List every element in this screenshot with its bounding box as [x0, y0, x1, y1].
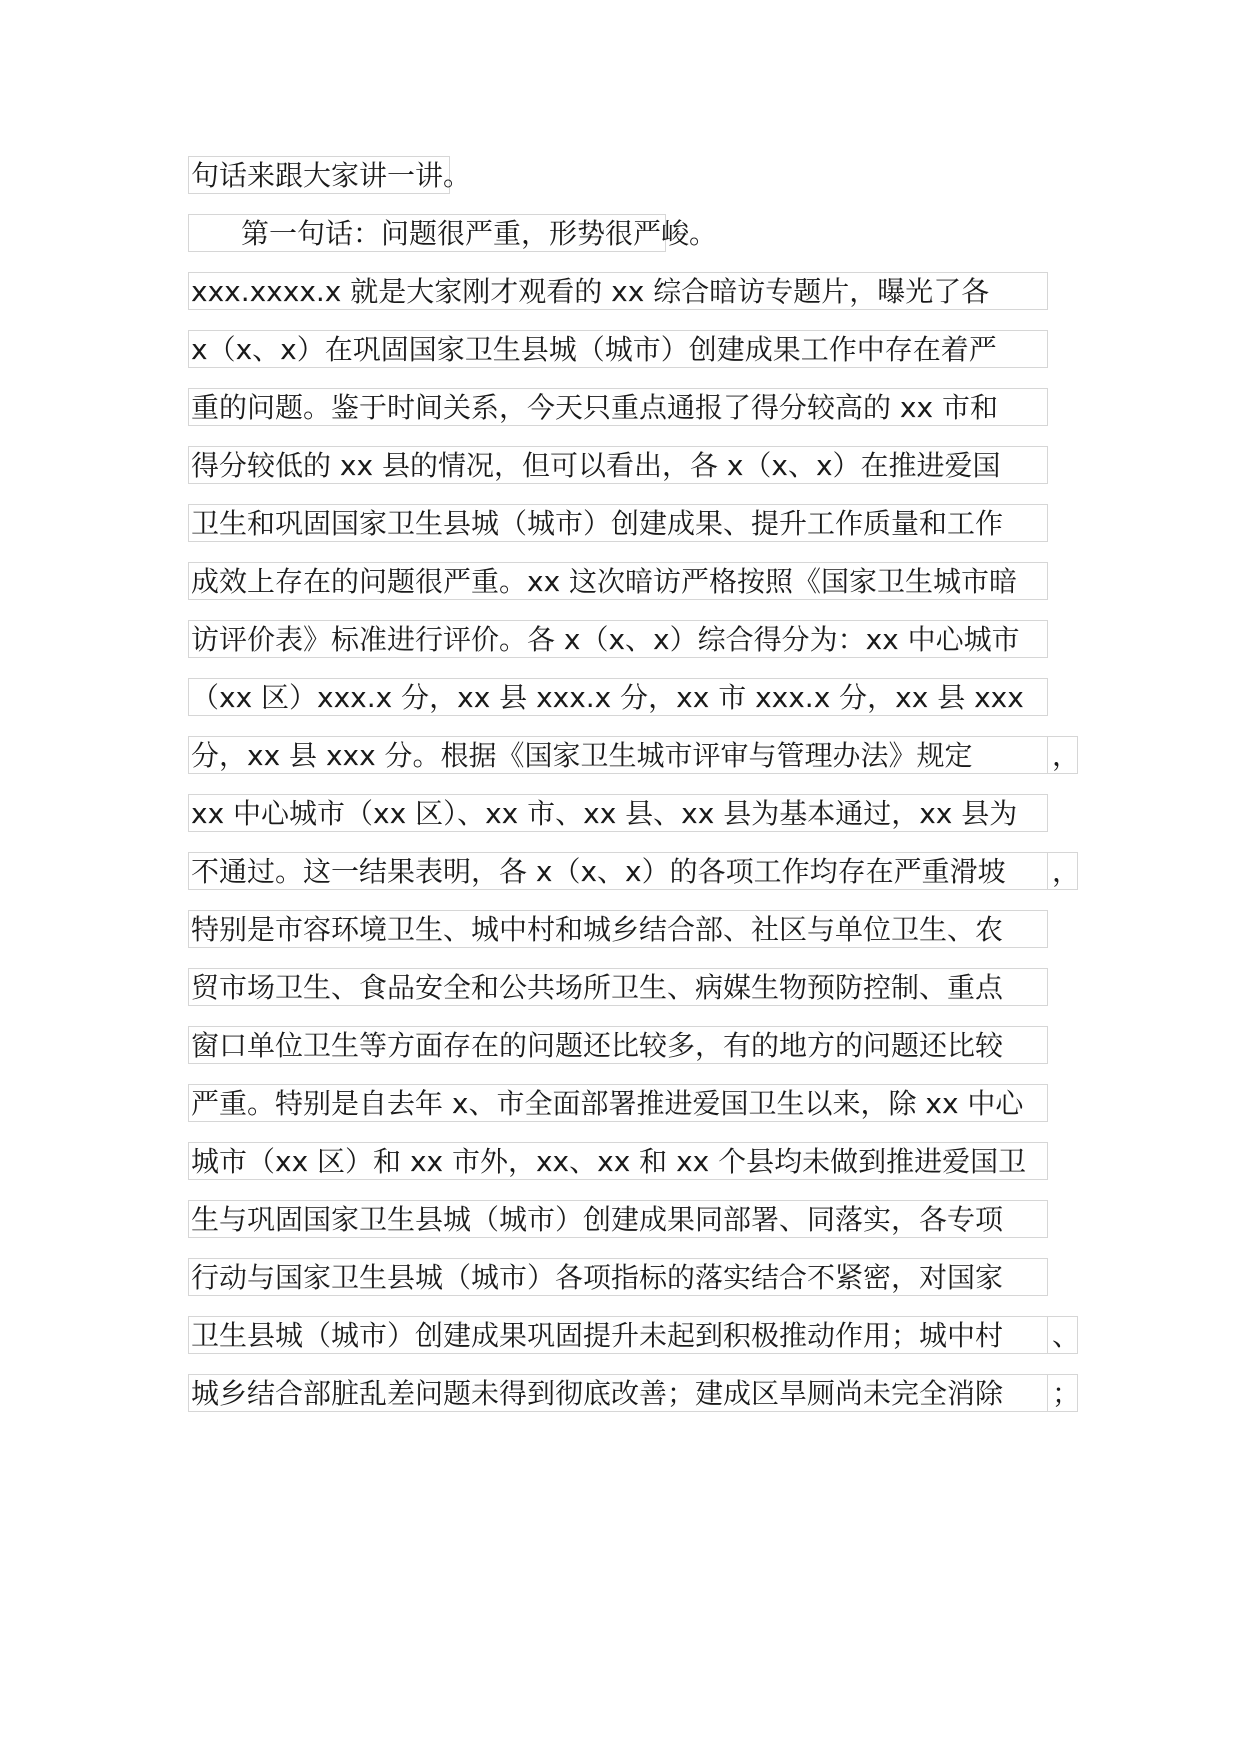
overflow-punctuation: ；	[1048, 1374, 1078, 1412]
text-line: 城乡结合部脏乱差问题未得到彻底改善；建成区旱厕尚未完全消除	[188, 1374, 1048, 1412]
text-line: 卫生县城（城市）创建成果巩固提升未起到积极推动作用；城中村	[188, 1316, 1048, 1354]
text-line: 句话来跟大家讲一讲。	[188, 156, 450, 194]
text-line: 贸市场卫生、食品安全和公共场所卫生、病媒生物预防控制、重点	[188, 968, 1048, 1006]
text-line: 重的问题。鉴于时间关系，今天只重点通报了得分较高的 xx 市和	[188, 388, 1048, 426]
text-line: 访评价表》标准进行评价。各 x（x、x）综合得分为：xx 中心城市	[188, 620, 1048, 658]
text-line: 成效上存在的问题很严重。xx 这次暗访严格按照《国家卫生城市暗	[188, 562, 1048, 600]
overflow-punctuation: ，	[1048, 852, 1078, 890]
text-line: 窗口单位卫生等方面存在的问题还比较多，有的地方的问题还比较	[188, 1026, 1048, 1064]
text-line: （xx 区）xxx.x 分，xx 县 xxx.x 分，xx 市 xxx.x 分，xx 县 xxx	[188, 678, 1048, 716]
text-line: x（x、x）在巩固国家卫生县城（城市）创建成果工作中存在着严	[188, 330, 1048, 368]
text-line: xx 中心城市（xx 区）、xx 市、xx 县、xx 县为基本通过，xx 县为	[188, 794, 1048, 832]
text-line: 得分较低的 xx 县的情况，但可以看出，各 x（x、x）在推进爱国	[188, 446, 1048, 484]
text-line: 特别是市容环境卫生、城中村和城乡结合部、社区与单位卫生、农	[188, 910, 1048, 948]
text-line: 分，xx 县 xxx 分。根据《国家卫生城市评审与管理办法》规定	[188, 736, 1048, 774]
overflow-punctuation: ，	[1048, 736, 1078, 774]
text-line: 卫生和巩固国家卫生县城（城市）创建成果、提升工作质量和工作	[188, 504, 1048, 542]
text-line: 行动与国家卫生县城（城市）各项指标的落实结合不紧密，对国家	[188, 1258, 1048, 1296]
text-line: 不通过。这一结果表明，各 x（x、x）的各项工作均存在严重滑坡	[188, 852, 1048, 890]
section-heading: 第一句话：问题很严重，形势很严峻。	[188, 214, 666, 252]
text-line: 严重。特别是自去年 x、市全面部署推进爱国卫生以来，除 xx 中心	[188, 1084, 1048, 1122]
text-line: 生与巩固国家卫生县城（城市）创建成果同部署、同落实，各专项	[188, 1200, 1048, 1238]
overflow-punctuation: 、	[1048, 1316, 1078, 1354]
text-line: xxx.xxxx.x 就是大家刚才观看的 xx 综合暗访专题片，曝光了各	[188, 272, 1048, 310]
text-line: 城市（xx 区）和 xx 市外，xx、xx 和 xx 个县均未做到推进爱国卫	[188, 1142, 1048, 1180]
